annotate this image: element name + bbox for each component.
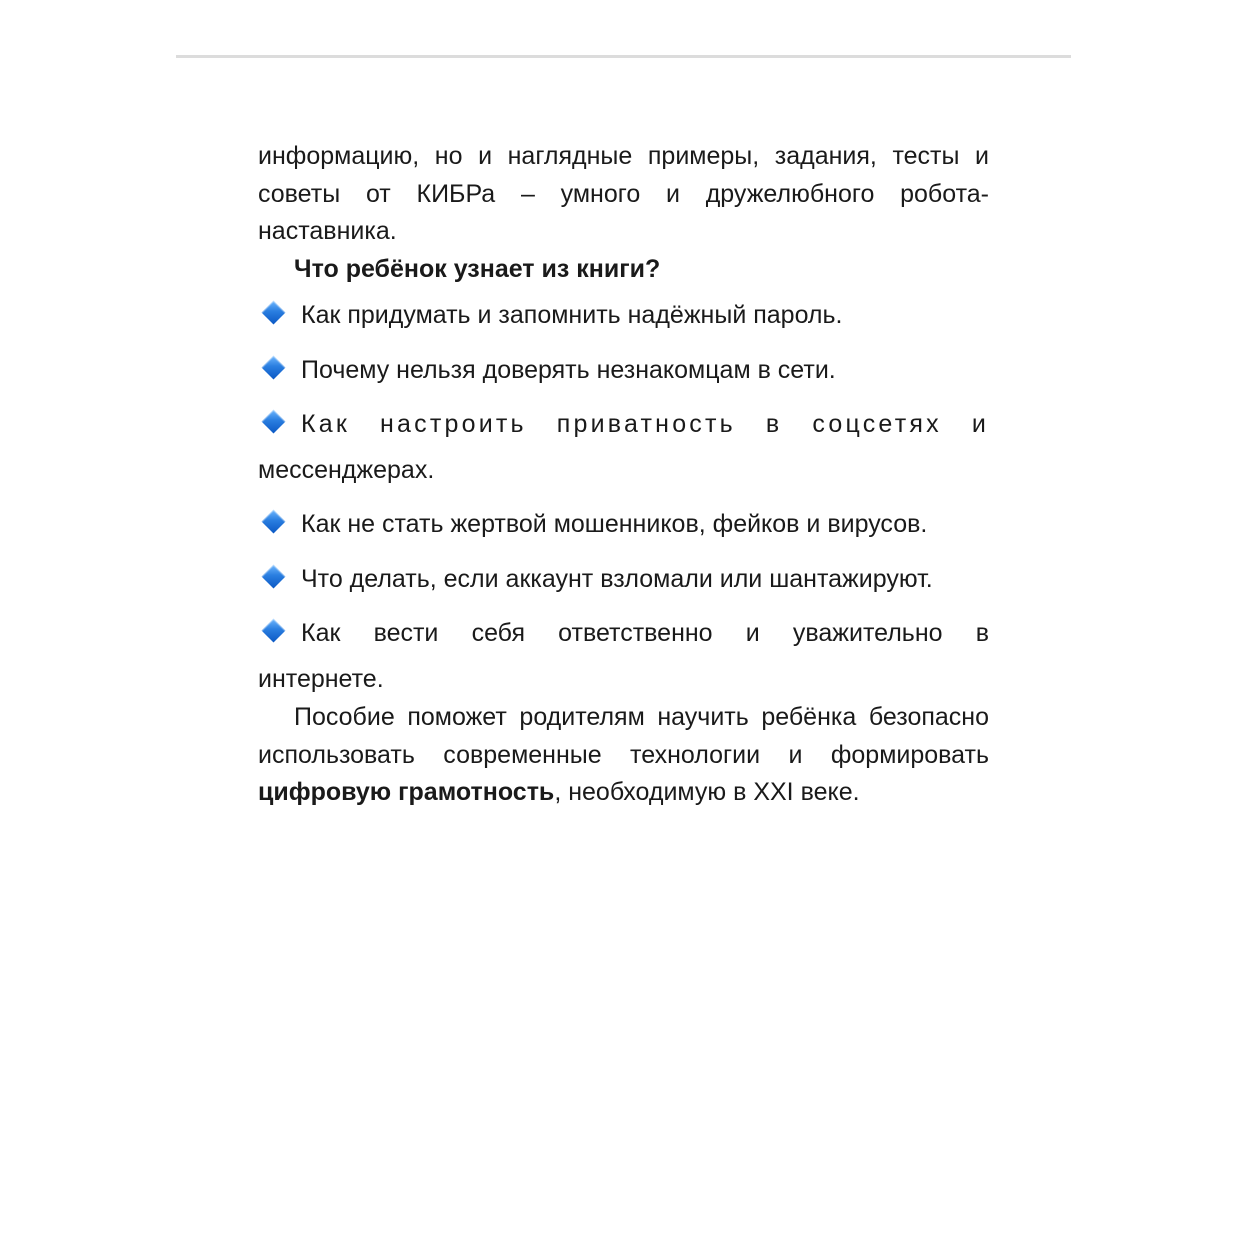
blue-diamond-icon [261,355,285,379]
closing-paragraph: Пособие поможет родителям научить ребёнка безопасно использовать современные технологии и формировать цифровую грамотность, необходимую в XXI веке. [258,703,989,806]
list-item [258,561,989,599]
blue-diamond-icon [261,618,285,642]
list-item-text-line2: мессенджерах. [258,455,435,484]
blue-diamond-icon [261,564,285,588]
top-divider [176,55,1071,58]
list-item-text-line1: Как вести себя ответственно и уважительно в [258,615,989,653]
list-item-text-line2: интернете. [258,664,384,693]
list-item-text: Что делать, если аккаунт взломали или шантажируют. [301,564,933,593]
blue-diamond-icon [261,300,285,324]
blue-diamond-icon [261,409,285,433]
list-item [258,615,989,698]
list-item-text: Как не стать жертвой мошенников, фейков и вирусов. [301,510,928,538]
page-body [258,138,989,812]
list-item-text: Почему нельзя доверять незнакомцам в сети. [301,355,836,384]
list-item-text-line1: Как настроить приватность в соцсетях и [258,406,989,444]
section-heading: Что ребёнок узнает из книги? [294,254,661,283]
list-item [258,352,989,390]
intro-paragraph: информацию, но и наглядные примеры, задания, тесты и советы от КИБРа – умного и дружелюбного робота-наставника. [258,142,989,245]
blue-diamond-icon [261,509,285,533]
list-item [258,297,989,335]
list-item [258,506,989,544]
emphasis-digital-literacy: цифровую грамотность [258,778,555,806]
list-item [258,406,989,489]
list-item-text: Как придумать и запомнить надёжный пароль. [301,301,843,329]
